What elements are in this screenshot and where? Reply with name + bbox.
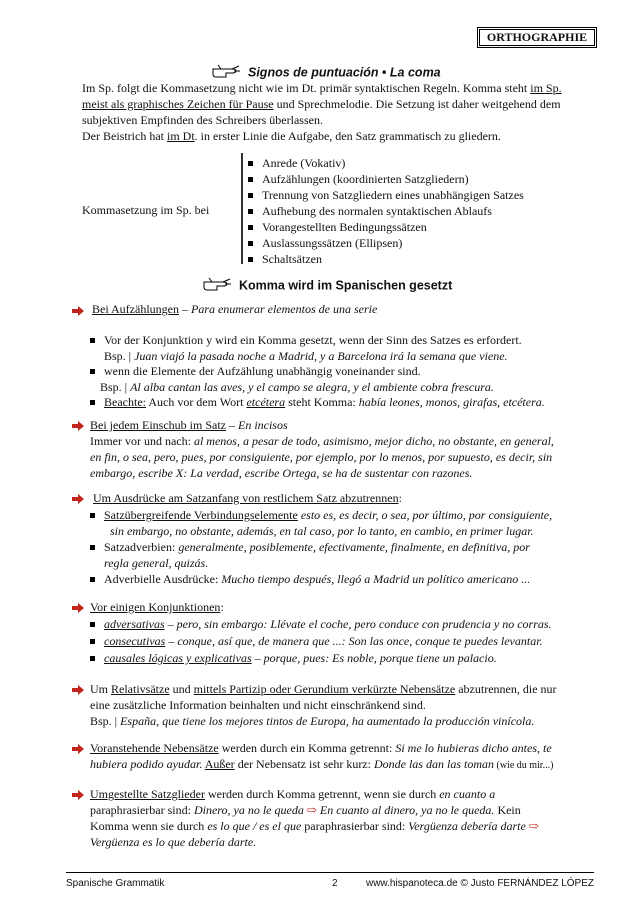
s3-bullet-1: Satzübergreifende Verbindungselemente esto es, es decir, o sea, por último, por consiguiente, bbox=[104, 508, 553, 522]
footer bbox=[66, 872, 594, 891]
list-item: Aufhebung des normalen syntaktischen Ablaufs bbox=[262, 204, 492, 218]
list-item: Schaltsätzen bbox=[262, 252, 322, 266]
s1-example-1: Bsp. | Juan viajó la pasada noche a Madrid, y a Barcelona irá la semana que viene. bbox=[104, 349, 508, 363]
divider-bar bbox=[241, 153, 243, 264]
arrow-bullet-icon bbox=[72, 603, 84, 613]
intro-line-4: Der Beistrich hat im Dt. in erster Linie die Aufgabe, den Satz grammatisch zu gliedern. bbox=[82, 129, 501, 143]
arrow-bullet-icon bbox=[72, 306, 84, 316]
s4-bullet-2: consecutivas – conque, así que, de manera que ...: Son las once, conque te puedes levantar. bbox=[104, 634, 543, 648]
s4-title: Vor einigen Konjunktionen: bbox=[90, 600, 224, 614]
pointing-hand-icon bbox=[203, 276, 233, 296]
pointing-hand-icon bbox=[212, 63, 242, 83]
arrow-bullet-icon bbox=[72, 744, 84, 754]
arrow-right-icon: ⇨ bbox=[306, 803, 317, 817]
heading-sep: • bbox=[382, 65, 387, 80]
s3-bullet-2: Satzadverbien: generalmente, posiblemente, efectivamente, finalmente, en definitiva, por bbox=[104, 540, 530, 554]
section-tag: ORTHOGRAPHIE bbox=[479, 29, 595, 46]
s5-example: Bsp. | España, que tiene los mejores tintos de Europa, ha aumentado la producción vinícola. bbox=[90, 714, 535, 728]
heading-signos bbox=[212, 63, 441, 83]
s3-title: Um Ausdrücke am Satzanfang von restlichem Satz abzutrennen: bbox=[93, 491, 402, 505]
s4-bullet-3: causales lógicas y explicativas – porque, pues: Es noble, porque tiene un palacio. bbox=[104, 651, 497, 665]
heading-komma: Komma wird im Spanischen gesetzt bbox=[203, 276, 452, 296]
arrow-bullet-icon bbox=[72, 421, 84, 431]
list-item: Auslassungssätzen (Ellipsen) bbox=[262, 236, 403, 250]
s7-line-2: paraphrasierbar sind: Dinero, ya no le queda ⇨ En cuanto al dinero, ya no le queda. Kein bbox=[90, 803, 521, 817]
intro-line-2: meist als graphisches Zeichen für Pause und Sprechmelodie. Die Setzung ist daher weitgehend dem bbox=[82, 97, 561, 111]
s2-line-1: Immer vor und nach: al menos, a pesar de todo, asimismo, mejor dicho, no obstante, en general, bbox=[90, 434, 554, 448]
s2-line-2: en fin, o sea, pero, pues, por consiguiente, por ejemplo, por lo menos, por supuesto, es decir, sin bbox=[90, 450, 553, 464]
s1-bullet-3: Beachte: Auch vor dem Wort etcétera steht Komma: había leones, monos, girafas, etcétera. bbox=[104, 395, 545, 409]
s7-line-1: Umgestellte Satzglieder werden durch Komma getrennt, wenn sie durch en cuanto a bbox=[90, 787, 496, 801]
s1-example-2: Bsp. | Al alba cantan las aves, y el campo se alegra, y el ambiente cobra frescura. bbox=[100, 380, 494, 394]
arrow-right-icon: ⇨ bbox=[528, 819, 539, 833]
list-item: Anrede (Vokativ) bbox=[262, 156, 346, 170]
s2-line-3: embargo, escribe X: La verdad, escribe Ortega, se ha de sustentar con razones. bbox=[90, 466, 473, 480]
footer-left: Spanische Grammatik bbox=[66, 878, 165, 889]
s7-line-3: Komma wenn sie durch es lo que / es el que paraphrasierbar sind: Vergüenza debería darte ⇨ bbox=[90, 819, 539, 833]
s6-line-2: hubiera podido ayudar. Außer der Nebensatz ist sehr kurz: Donde las dan las toman (wie du mir...) bbox=[90, 757, 554, 771]
intro-line-1: Im Sp. folgt die Kommasetzung nicht wie im Dt. primär syntaktischen Regeln. Komma steht im Sp. bbox=[82, 81, 562, 95]
uses-label: Kommasetzung im Sp. bei bbox=[82, 203, 210, 217]
list-item: Vorangestellten Bedingungssätzen bbox=[262, 220, 427, 234]
s5-line-2: eine zusätzliche Information beinhalten und nicht einschränkend sind. bbox=[90, 698, 426, 712]
heading-a: Signos de puntuación bbox=[248, 65, 379, 80]
page-number: 2 bbox=[332, 878, 338, 889]
s7-line-4: Vergüenza es lo que debería darte. bbox=[90, 835, 257, 849]
list-item: Aufzählungen (koordinierten Satzgliedern) bbox=[262, 172, 469, 186]
s1-title: Bei Aufzählungen – Para enumerar elementos de una serie bbox=[92, 302, 378, 316]
list-item: Trennung von Satzgliedern eines unabhängigen Satzes bbox=[262, 188, 524, 202]
footer-right: www.hispanoteca.de © Justo FERNÁNDEZ LÓPEZ bbox=[365, 878, 594, 889]
arrow-bullet-icon bbox=[72, 494, 84, 504]
s3-bullet-2-cont: regla general, quizás. bbox=[104, 556, 209, 570]
arrow-bullet-icon bbox=[72, 790, 84, 800]
s5-line-1: Um Relativsätze und mittels Partizip oder Gerundium verkürzte Nebensätze abzutrennen, die nur bbox=[90, 682, 557, 696]
intro-line-3: subjektiven Empfinden des Schreibers überlassen. bbox=[82, 113, 323, 127]
s1-bullet-2: wenn die Elemente der Aufzählung unabhängig voneinander sind. bbox=[104, 364, 421, 378]
s3-bullet-3: Adverbielle Ausdrücke: Mucho tiempo después, llegó a Madrid un político americano ... bbox=[104, 572, 531, 586]
s3-bullet-1-cont: sin embargo, no obstante, además, en tal caso, por lo tanto, en cambio, en primer lugar. bbox=[110, 524, 534, 538]
s2-title: Bei jedem Einschub im Satz – En incisos bbox=[90, 418, 288, 432]
s4-bullet-1: adversativas – pero, sin embargo: Llévate el coche, pero conduce con prudencia y no corras. bbox=[104, 617, 552, 631]
heading-b: La coma bbox=[389, 65, 441, 80]
arrow-bullet-icon bbox=[72, 685, 84, 695]
s1-bullet-1: Vor der Konjunktion y wird ein Komma gesetzt, wenn der Sinn des Satzes es erfordert. bbox=[104, 333, 522, 347]
s6-line-1: Voranstehende Nebensätze werden durch ein Komma getrennt: Si me lo hubieras dicho antes, te bbox=[90, 741, 552, 755]
